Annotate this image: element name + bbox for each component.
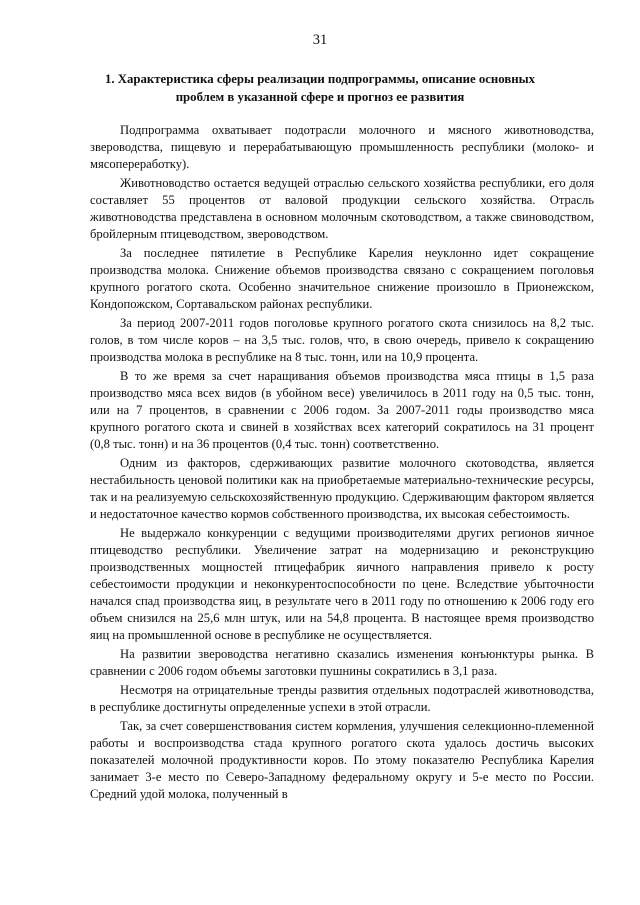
paragraph: На развитии звероводства негативно сказались изменения конъюнктуры рынка. В сравнении с 2006 годом объемы заготовки пушнины сократились в 3,1 раза. (90, 647, 594, 678)
paragraph: В то же время за счет наращивания объемов производства мяса птицы в 1,5 раза производство мяса всех видов (в убойном весе) увеличилось в 2011 году на 0,5 тыс. тонн, или на 7 процентов, в сравнении с 2006 годом. За 2007-2011 годы производство мяса крупного рогатого скота и свиней в хозяйствах всех категорий сократилось на 31 процент (0,8 тыс. тонн) и на 36 процентов (0,4 тыс. тонн) соответственно. (90, 369, 594, 451)
paragraph: Животноводство остается ведущей отраслью сельского хозяйства республики, его доля составляет 55 процентов от валовой продукции сельского хозяйства. Отрасль животноводства представлена в основном молочным скотоводством, а также свиноводством, бройлерным птицеводством, звероводством. (90, 176, 594, 241)
paragraph: Так, за счет совершенствования систем кормления, улучшения селекционно-племенной работы и воспроизводства стада крупного рогатого скота удалось достичь высоких показателей молочной продуктивности коров. По этому показателю Республика Карелия занимает 3-е место по Северо-Западному федеральному округу и 5-е место по России. Средний удой молока, полученный в (90, 719, 594, 801)
paragraph: Одним из факторов, сдерживающих развитие молочного скотоводства, является нестабильность ценовой политики как на приобретаемые материально-технические ресурсы, так и на реализуемую сельскохозяйственную продукцию. Сдерживающим фактором является и недостаточное качество кормов собственного производства, их высокая себестоимость. (90, 456, 594, 521)
paragraph: За период 2007-2011 годов поголовье крупного рогатого скота снизилось на 8,2 тыс. голов, в том числе коров – на 3,5 тыс. голов, что, в свою очередь, привело к сокращению производства молока в республике на 8 тыс. тонн, или на 10,9 процента. (90, 316, 594, 364)
paragraph: Подпрограмма охватывает подотрасли молочного и мясного животноводства, звероводства, пищевую и перерабатывающую промышленность республики (молоко- и мясопереработку). (90, 123, 594, 171)
paragraph: Не выдержало конкуренции с ведущими производителями других регионов яичное птицеводство республики. Увеличение затрат на модернизацию и реконструкцию производственных мощностей птицефабрик яичного направления привело к росту себестоимости продукции и неконкурентоспособности по цене. Вследствие убыточности начался спад производства яиц, в результате чего в 2011 году по отношению к 2006 году его объем снизился на 25,6 млн штук, или на 54,8 процента. В настоящее время производство яиц на промышленной основе в республике не осуществляется. (90, 526, 594, 642)
paragraph: За последнее пятилетие в Республике Карелия неуклонно идет сокращение производства молока. Снижение объемов производства связано с сокращением поголовья крупного рогатого скота. Особенно значительное снижение произошло в Прионежском, Кондопожском, Сортавальском районах республики. (90, 246, 594, 311)
paragraph: Несмотря на отрицательные тренды развития отдельных подотраслей животноводства, в республике достигнуты определенные успехи в этой отрасли. (90, 683, 594, 714)
section-heading: 1. Характеристика сферы реализации подпрограммы, описание основных проблем в указанной сфере и прогноз ее развития (104, 72, 536, 104)
document-body (90, 122, 594, 805)
page-number: 31 (312, 32, 328, 48)
